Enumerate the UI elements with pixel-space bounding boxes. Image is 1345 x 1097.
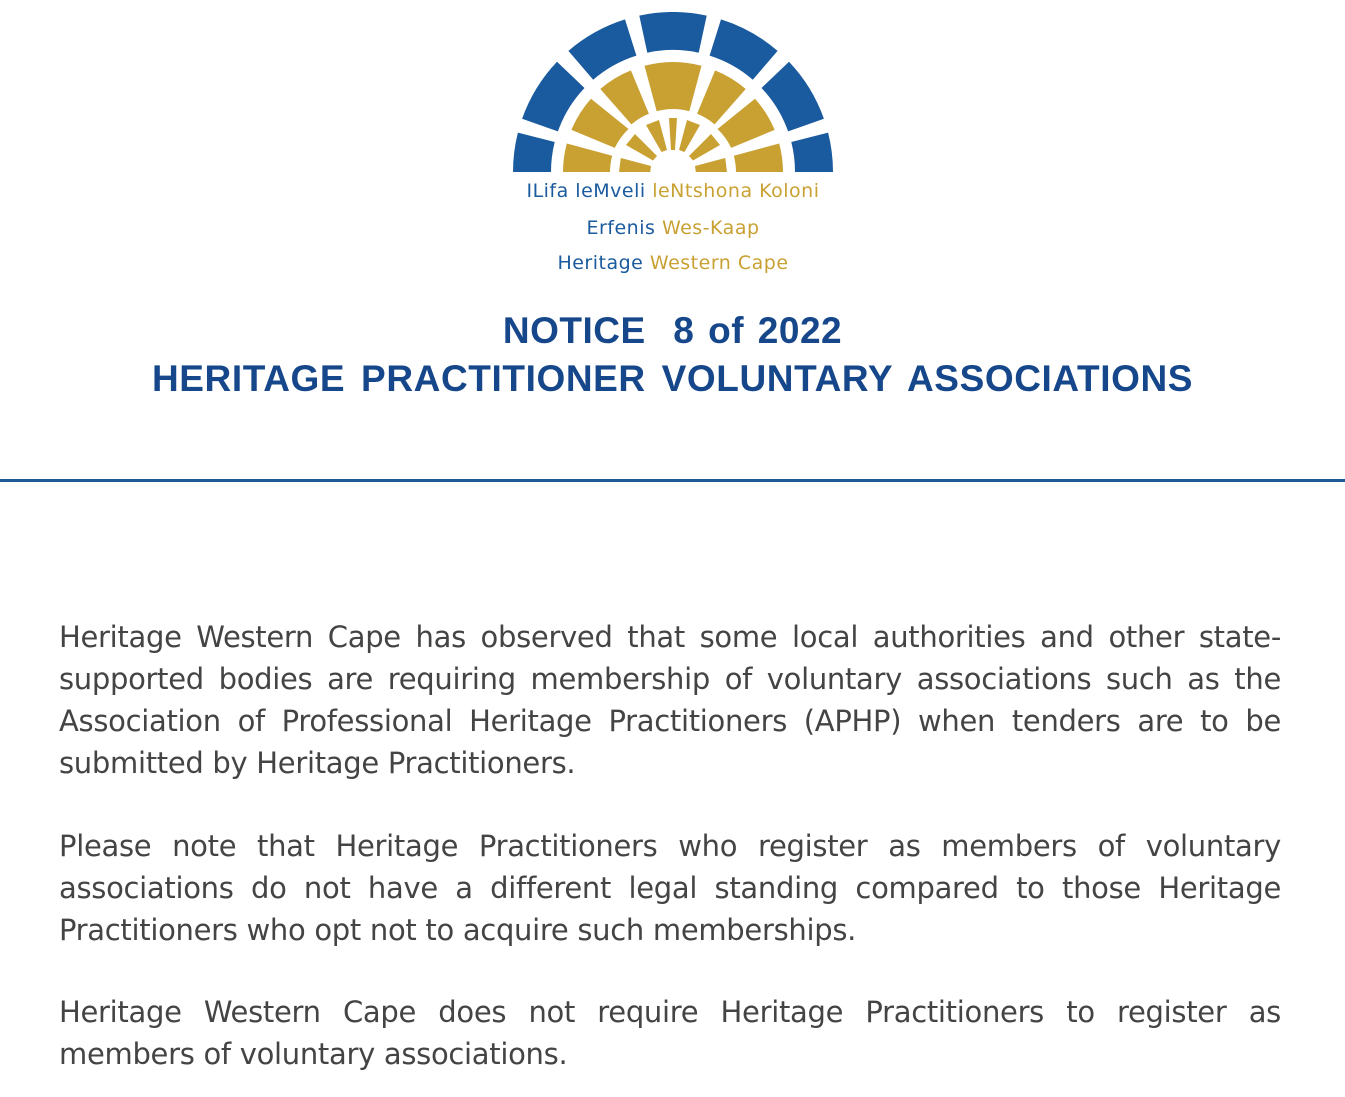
- logo-text-afrikaans-part2: Wes-Kaap: [661, 217, 760, 239]
- logo-text-afrikaans: [498, 217, 848, 239]
- logo-text-english: [498, 252, 848, 274]
- logo-text-xhosa: [498, 180, 848, 202]
- logo-text-english-part2: Western Cape: [649, 252, 789, 274]
- paragraph-legal-standing: Please note that Heritage Practitioners who register as members of voluntary associations do not have a different legal standing compared to those Heritage Practitioners who opt not to acquire such memberships.: [59, 829, 1281, 947]
- paragraph-observation: Heritage Western Cape has observed that some local authorities and other state-supported bodies are requiring membership of voluntary associations such as the Association of Professional Heritage Practitioners (APHP) when tenders are to be submitted by Heritage Practitioners.: [59, 620, 1281, 780]
- logo-text-xhosa-part2: leNtshona Koloni: [652, 180, 820, 202]
- notice-title: NOTICE 8 of 2022: [502, 310, 843, 351]
- sunburst-emblem-icon: [510, 12, 836, 177]
- notice-subtitle: HERITAGE PRACTITIONER VOLUNTARY ASSOCIATIONS: [151, 358, 1194, 399]
- heritage-western-cape-logo: [498, 12, 848, 282]
- paragraph-requirement: Heritage Western Cape does not require Heritage Practitioners to register as members of voluntary associations.: [59, 995, 1281, 1071]
- header-divider: [0, 479, 1345, 482]
- logo-text-xhosa-part1: ILifa leMveli: [526, 180, 646, 202]
- logo-text-english-part1: Heritage: [557, 252, 644, 274]
- logo-text-afrikaans-part1: Erfenis: [586, 217, 656, 239]
